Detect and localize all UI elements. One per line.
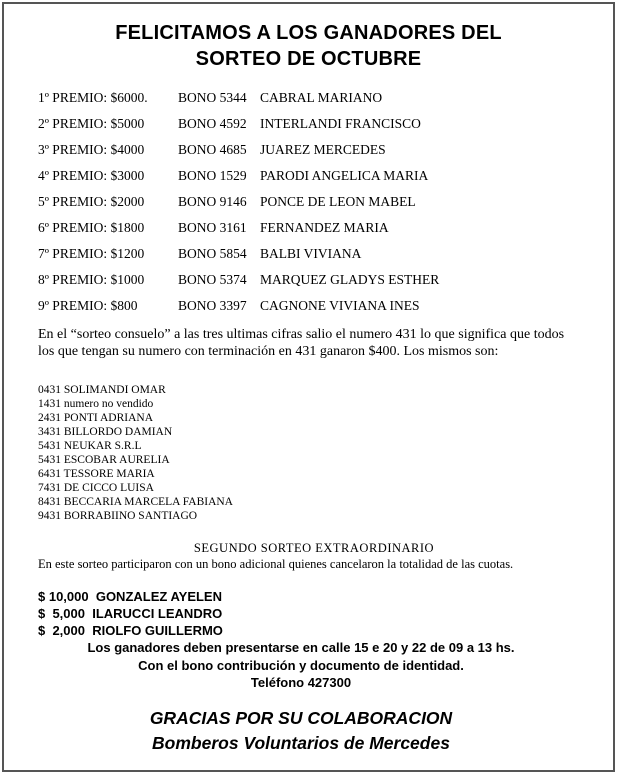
prize-winner: INTERLANDI FRANCISCO: [260, 116, 421, 131]
prize-row: [38, 298, 420, 318]
list-item: 7431 DE CICCO LUISA: [38, 482, 154, 494]
prize-winner: MARQUEZ GLADYS ESTHER: [260, 272, 440, 287]
extra-winner: $ 2,000 RIOLFO GUILLERMO: [38, 623, 223, 638]
title-line-1: FELICITAMOS A LOS GANADORES DEL: [115, 22, 502, 44]
segundo-sorteo-description: En este sorteo participaron con un bono adicional quienes cancelaron la totalidad de las cuotas.: [38, 557, 514, 571]
consuelo-paragraph: En el “sorteo consuelo” a las tres ultimas cifras salio el numero 431 lo que significa que todos los que tengan su numero con terminación en 431 ganaron $400. Los mismos son:: [38, 327, 565, 359]
prize-bono: BONO 5374: [178, 272, 247, 287]
prize-label: 9º PREMIO: $800: [38, 298, 138, 313]
prize-winner: BALBI VIVIANA: [260, 246, 362, 261]
prize-label: 7º PREMIO: $1200: [38, 246, 145, 261]
notice-line-1: Los ganadores deben presentarse en calle 15 e 20 y 22 de 09 a 13 hs.: [87, 640, 515, 655]
prize-row: [38, 220, 389, 240]
prize-label: 1º PREMIO: $6000.: [38, 90, 148, 105]
list-item: 9431 BORRABIINO SANTIAGO: [38, 510, 198, 522]
prize-winner: PONCE DE LEON MABEL: [260, 194, 416, 209]
prize-bono: BONO 3161: [178, 220, 247, 235]
prize-winner: CAGNONE VIVIANA INES: [260, 298, 420, 313]
prize-label: 6º PREMIO: $1800: [38, 220, 145, 235]
extra-winner: $ 5,000 ILARUCCI LEANDRO: [38, 606, 223, 621]
list-item: 2431 PONTI ADRIANA: [38, 412, 153, 424]
list-item: 8431 BECCARIA MARCELA FABIANA: [38, 496, 233, 508]
prize-winner: JUAREZ MERCEDES: [260, 142, 386, 157]
prize-label: 2º PREMIO: $5000: [38, 116, 145, 131]
prize-bono: BONO 4685: [178, 142, 247, 157]
prize-row: [38, 272, 439, 292]
prize-label: 3º PREMIO: $4000: [38, 142, 145, 157]
prize-bono: BONO 4592: [178, 116, 247, 131]
prize-bono: BONO 5854: [178, 246, 247, 261]
prize-bono: BONO 5344: [178, 90, 247, 105]
prize-winner: FERNANDEZ MARIA: [260, 220, 389, 235]
list-item: 1431 numero no vendido: [38, 398, 154, 410]
prize-winner: PARODI ANGELICA MARIA: [260, 168, 429, 183]
prize-row: [38, 246, 361, 266]
prize-label: 8º PREMIO: $1000: [38, 272, 145, 287]
title-line-2: SORTEO DE OCTUBRE: [195, 48, 422, 70]
segundo-sorteo-title: SEGUNDO SORTEO EXTRAORDINARIO: [193, 541, 435, 555]
notice-line-2: Con el bono contribución y documento de identidad.: [138, 658, 464, 673]
prize-label: 4º PREMIO: $3000: [38, 168, 145, 183]
prize-row: [38, 116, 421, 136]
closing-signature: Bomberos Voluntarios de Mercedes: [152, 733, 450, 753]
prize-row: [38, 90, 382, 110]
list-item: 6431 TESSORE MARIA: [38, 468, 155, 480]
prize-row: [38, 194, 416, 214]
list-item: 3431 BILLORDO DAMIAN: [38, 426, 173, 438]
prize-winner: CABRAL MARIANO: [260, 90, 383, 105]
prize-row: [38, 142, 386, 162]
closing-thanks: GRACIAS POR SU COLABORACION: [149, 708, 453, 728]
prize-bono: BONO 3397: [178, 298, 247, 313]
list-item: 0431 SOLIMANDI OMAR: [38, 384, 166, 396]
document-frame: [2, 2, 615, 772]
prize-bono: BONO 9146: [178, 194, 247, 209]
list-item: 5431 NEUKAR S.R.L: [38, 440, 142, 452]
prize-label: 5º PREMIO: $2000: [38, 194, 145, 209]
prize-row: [38, 168, 428, 188]
prize-bono: BONO 1529: [178, 168, 247, 183]
notice-phone: Teléfono 427300: [250, 675, 352, 690]
extra-winner: $ 10,000 GONZALEZ AYELEN: [38, 589, 222, 604]
list-item: 5431 ESCOBAR AURELIA: [38, 454, 170, 466]
